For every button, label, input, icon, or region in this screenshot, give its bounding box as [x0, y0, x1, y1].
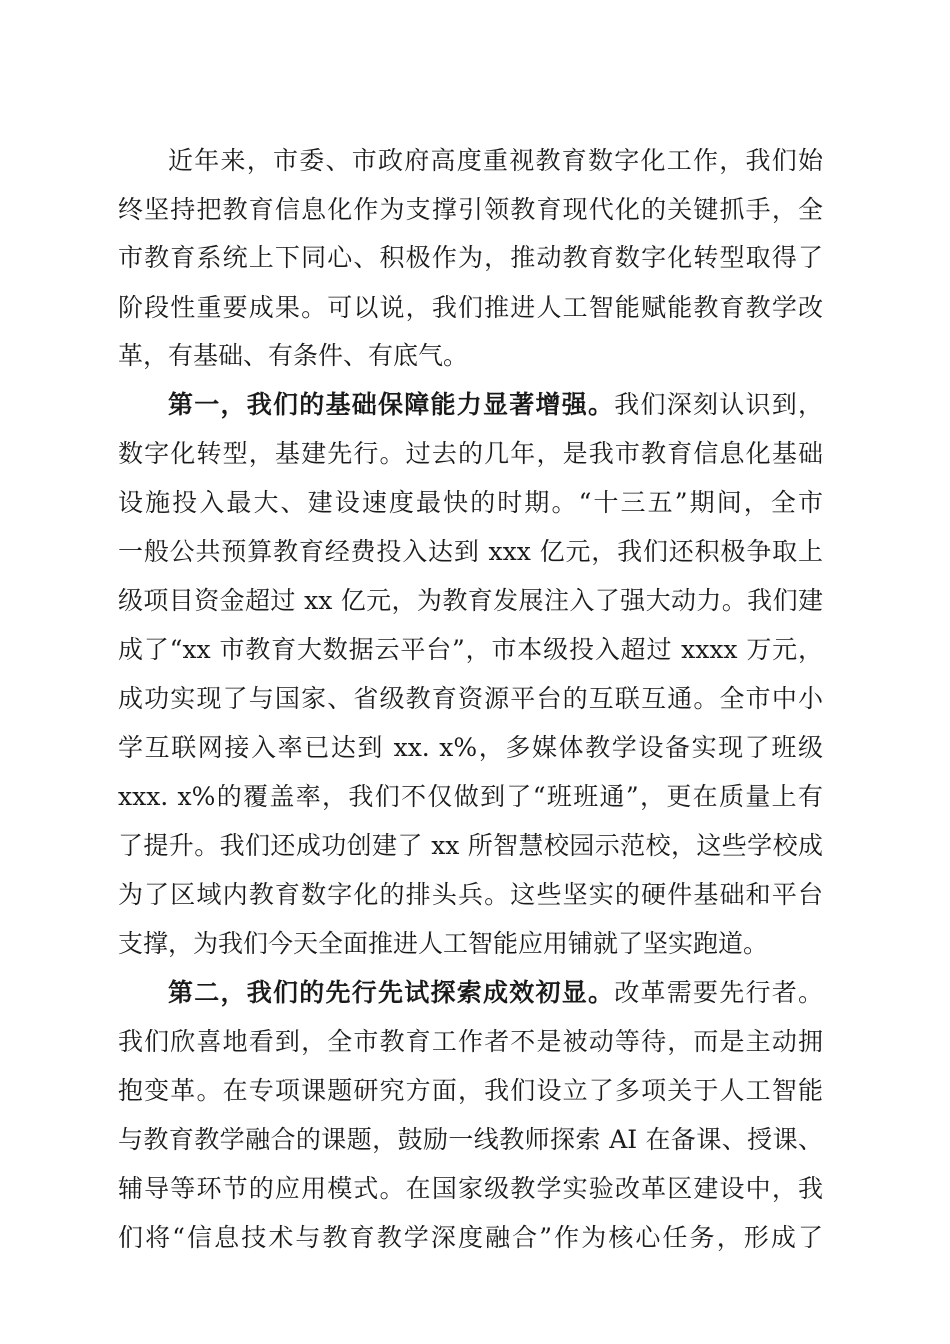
text-line: 近年来，市委、市政府高度重视教育数字化工作，我们始: [168, 146, 823, 175]
text-line: 辅导等环节的应用模式。在国家级教学实验改革区建设中，我: [118, 1174, 823, 1203]
text-line: 学互联网接入率已达到 xx. x%，多媒体教学设备实现了班级: [118, 733, 823, 762]
text-line: 支撑，为我们今天全面推进人工智能应用铺就了坚实跑道。: [118, 929, 769, 958]
text-line: 成了“xx 市教育大数据云平台”，市本级投入超过 xxxx 万元，: [118, 635, 823, 664]
text-line: xxx. x%的覆盖率，我们不仅做到了“班班通”，更在质量上有: [118, 782, 823, 811]
text-line: 市教育系统上下同心、积极作为，推动教育数字化转型取得了: [118, 243, 823, 272]
text-line: 抱变革。在专项课题研究方面，我们设立了多项关于人工智能: [118, 1076, 823, 1105]
text-line: 与教育教学融合的课题，鼓励一线教师探索 AI 在备课、授课、: [118, 1125, 823, 1154]
text-line: 级项目资金超过 xx 亿元，为教育发展注入了强大动力。我们建: [118, 586, 823, 615]
text-line: 我们欣喜地看到，全市教育工作者不是被动等待，而是主动拥: [118, 1027, 823, 1056]
text-line: 终坚持把教育信息化作为支撑引领教育现代化的关键抓手，全: [118, 195, 823, 224]
text-line: 数字化转型，基建先行。过去的几年，是我市教育信息化基础: [118, 439, 823, 468]
text-line: 阶段性重要成果。可以说，我们推进人工智能赋能教育教学改: [118, 293, 823, 322]
text-line: [168, 973, 823, 1013]
text-line: 们将“信息技术与教育教学深度融合”作为核心任务，形成了: [118, 1223, 823, 1252]
text-span: 改革需要先行者。: [614, 978, 823, 1007]
text-line: 设施投入最大、建设速度最快的时期。“十三五”期间，全市: [118, 488, 823, 517]
paragraph-lead-heading: 第二，我们的先行先试探索成效初显。: [168, 978, 615, 1007]
text-span: 我们深刻认识到，: [614, 390, 823, 419]
text-line: 为了区域内教育数字化的排头兵。这些坚实的硬件基础和平台: [118, 880, 823, 909]
text-line: [168, 385, 823, 425]
text-line: 革，有基础、有条件、有底气。: [118, 341, 469, 370]
text-line: 成功实现了与国家、省级教育资源平台的互联互通。全市中小: [118, 684, 823, 713]
text-line: 一般公共预算教育经费投入达到 xxx 亿元，我们还积极争取上: [118, 537, 823, 566]
text-line: 了提升。我们还成功创建了 xx 所智慧校园示范校，这些学校成: [118, 831, 823, 860]
paragraph-lead-heading: 第一，我们的基础保障能力显著增强。: [168, 390, 615, 419]
